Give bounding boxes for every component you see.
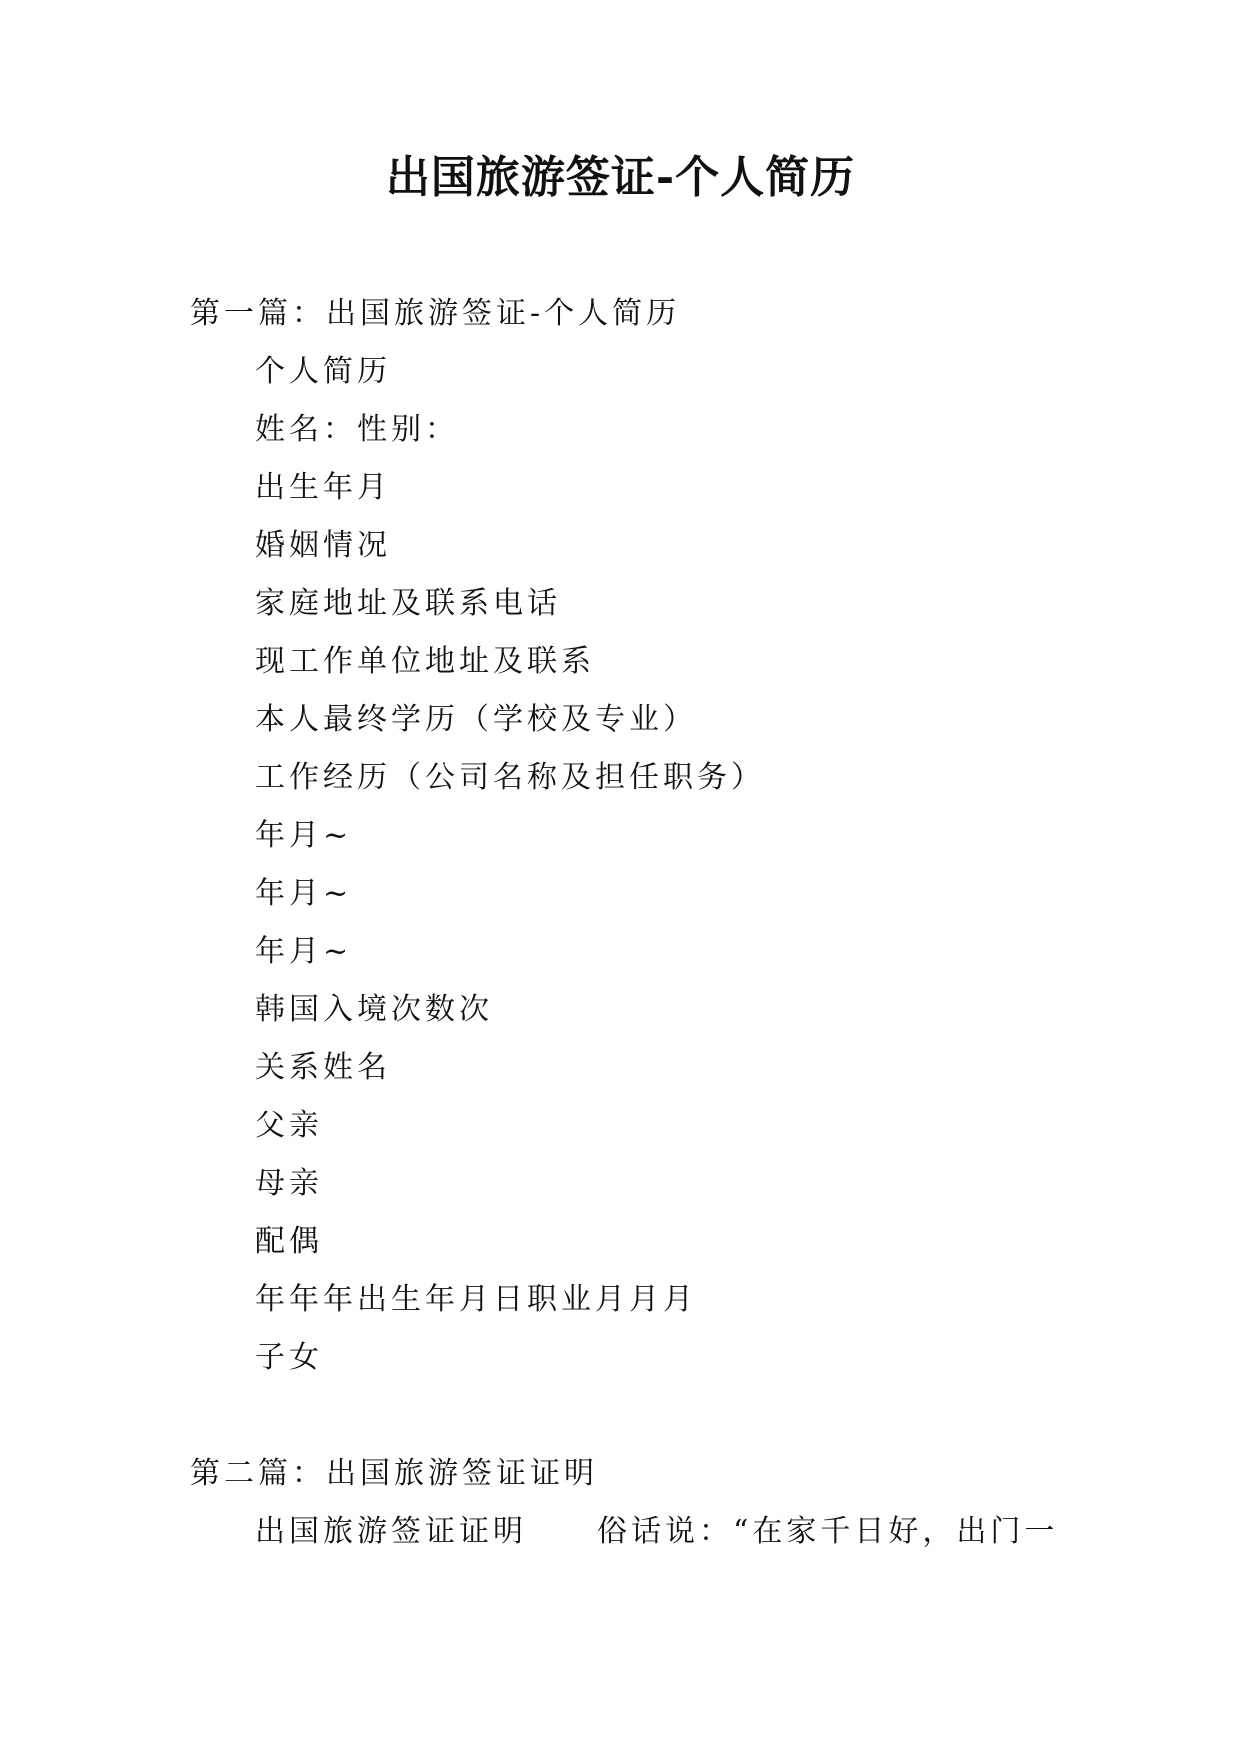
section-2-heading: 第二篇：出国旅游签证证明 [190,1456,598,1491]
body-line: 配偶 [255,1224,323,1259]
section-2-first-line [255,1512,1058,1552]
body-line: 出生年月 [255,470,391,505]
body-line: 父亲 [255,1108,323,1143]
body-line: 本人最终学历（学校及专业） [255,702,697,737]
section-2-text: 俗话说：“在家千日好，出门一 [597,1514,1059,1549]
body-line: 年月~ [255,818,353,853]
body-line: 姓名：性别： [255,412,459,447]
body-line: 年年年出生年月日职业月月月 [255,1282,697,1317]
document-title: 出国旅游签证-个人简历 [385,152,856,203]
body-line: 工作经历（公司名称及担任职务） [255,760,765,795]
body-line: 婚姻情况 [255,528,391,563]
body-line: 家庭地址及联系电话 [255,586,561,621]
body-line: 母亲 [255,1166,323,1201]
body-line: 个人简历 [255,354,391,389]
body-line: 年月~ [255,934,353,969]
body-line: 现工作单位地址及联系 [255,644,595,679]
body-line: 韩国入境次数次 [255,992,493,1027]
body-line: 关系姓名 [255,1050,391,1085]
body-line: 年月~ [255,876,353,911]
section-2-subtitle: 出国旅游签证证明 [255,1514,527,1549]
section-1-heading: 第一篇：出国旅游签证-个人简历 [190,296,681,331]
body-line: 子女 [255,1340,323,1375]
